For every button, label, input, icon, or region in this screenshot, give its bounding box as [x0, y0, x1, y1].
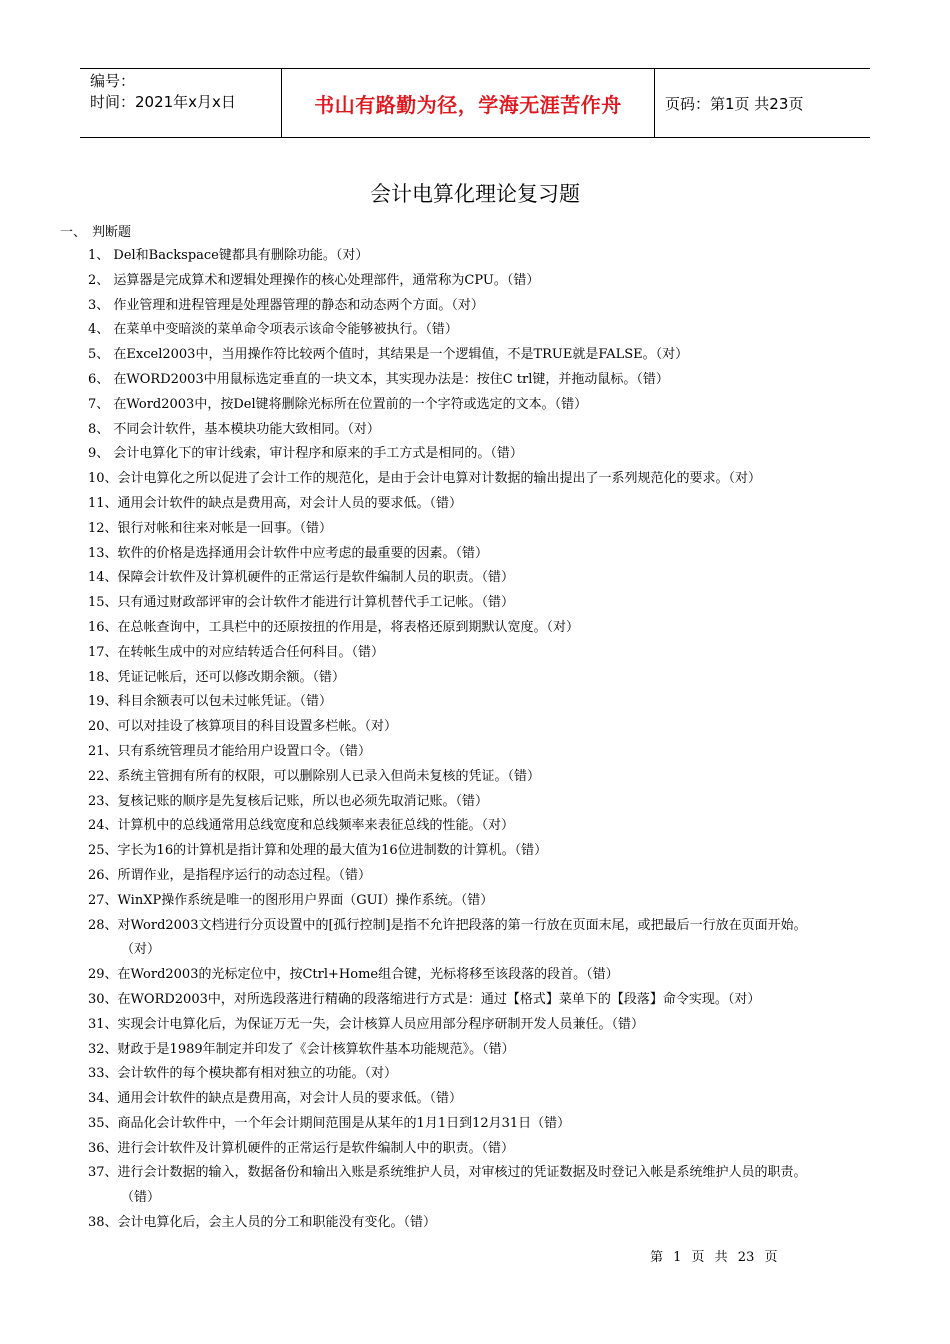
- question-number: 14、: [88, 570, 118, 586]
- question-text: 进行会计软件及计算机硬件的正常运行是软件编制人中的职责。（错）: [117, 1140, 515, 1156]
- question-number: 38、: [88, 1215, 118, 1231]
- question-answer-continued: （对）: [121, 942, 161, 958]
- question-item: [88, 244, 888, 269]
- question-text: 软件的价格是选择通用会计软件中应考虑的最重要的因素。（错）: [117, 545, 489, 561]
- question-text: 会计电算化之所以促进了会计工作的规范化，是由于会计电算对计数据的输出提出了一系列规范化的要求。（对）: [117, 471, 762, 487]
- question-item: [88, 914, 888, 964]
- question-number: 17、: [88, 644, 118, 660]
- question-item: [88, 566, 888, 591]
- question-item: [88, 591, 888, 616]
- question-item: [88, 740, 888, 765]
- question-number: 22、: [88, 768, 118, 784]
- question-number: 6、: [88, 371, 114, 387]
- question-item: [88, 864, 888, 889]
- question-item: [88, 616, 888, 641]
- question-item: [88, 889, 888, 914]
- question-text: 可以对挂设了核算项目的科目设置多栏帐。（对）: [117, 719, 398, 735]
- question-text: 复核记账的顺序是先复核后记账，所以也必须先取消记账。（错）: [117, 793, 489, 809]
- question-number: 16、: [88, 619, 118, 635]
- question-item: [88, 492, 888, 517]
- question-text: 系统主管拥有所有的权限，可以删除别人已录入但尚未复核的凭证。（错）: [117, 768, 541, 784]
- question-text: 在Excel2003中，当用操作符比较两个值时，其结果是一个逻辑值，不是TRUE就是FALSE。（对）: [113, 347, 689, 363]
- question-number: 27、: [88, 892, 118, 908]
- question-number: 28、: [88, 917, 118, 933]
- question-text: 在转帐生成中的对应结转适合任何科目。（错）: [117, 644, 385, 660]
- question-number: 19、: [88, 694, 118, 710]
- question-number: 7、: [88, 396, 114, 412]
- question-text: 作业管理和进程管理是处理器管理的静态和动态两个方面。（对）: [113, 297, 484, 313]
- question-item: [88, 467, 888, 492]
- question-number: 1、: [88, 248, 114, 263]
- section-number: 一、: [60, 225, 87, 240]
- question-item: [88, 690, 888, 715]
- question-text: 科目余额表可以包未过帐凭证。（错）: [117, 694, 333, 710]
- question-item: [88, 790, 888, 815]
- question-text: 在WORD2003中，对所选段落进行精确的段落缩进行方式是：通过【格式】菜单下的【段落】命令实现。（对）: [117, 991, 761, 1007]
- question-number: 4、: [88, 322, 114, 338]
- question-text: 商品化会计软件中，一个年会计期间范围是从某年的1月1日到12月31日（错）: [117, 1115, 571, 1131]
- question-text: 在Word2003中，按Del键将删除光标所在位置前的一个字符或选定的文本。（错）: [113, 396, 588, 412]
- question-text: 实现会计电算化后，为保证万无一失，会计核算人员应用部分程序研制开发人员兼任。（错）: [117, 1016, 645, 1032]
- question-text: 在菜单中变暗淡的菜单命令项表示该命令能够被执行。（错）: [113, 322, 458, 338]
- question-text: 在WORD2003中用鼠标选定垂直的一块文本，其实现办法是：按住C trl键，并拖动鼠标。（错）: [113, 371, 669, 387]
- number-label: 编号：: [90, 72, 136, 90]
- question-item: [88, 393, 888, 418]
- question-text: 对Word2003文档进行分页设置中的[孤行控制]是指不允许把段落的第一行放在页面末尾，或把最后一行放在页面开始。: [117, 917, 807, 933]
- page-header: [80, 68, 870, 138]
- question-text: 运算器是完成算术和逻辑处理操作的核心处理部件，通常称为CPU。（错）: [113, 272, 540, 288]
- question-number: 10、: [88, 471, 118, 487]
- question-text: 只有系统管理员才能给用户设置口令。（错）: [117, 743, 372, 759]
- question-text: 通用会计软件的缺点是费用高，对会计人员的要求低。（错）: [117, 495, 463, 511]
- question-text: 不同会计软件，基本模块功能大致相同。（对）: [113, 421, 380, 437]
- question-text: 字长为16的计算机是指计算和处理的最大值为16位进制数的计算机。（错）: [117, 843, 548, 859]
- question-text: 财政于是1989年制定并印发了《会计核算软件基本功能规范》。（错）: [117, 1041, 515, 1057]
- time-label: 时间：2021年x月x日: [90, 93, 236, 111]
- question-item: [88, 765, 888, 790]
- question-number: 25、: [88, 843, 118, 859]
- question-text: 会计电算化下的审计线索，审计程序和原来的手工方式是相同的。（错）: [113, 446, 523, 462]
- question-number: 37、: [88, 1165, 118, 1181]
- question-text: Del和Backspace键都具有删除功能。（对）: [113, 248, 369, 263]
- question-item: [88, 517, 888, 542]
- question-item: [88, 318, 888, 343]
- document-title: 会计电算化理论复习题: [370, 182, 580, 206]
- question-item: [88, 418, 888, 443]
- question-number: 20、: [88, 719, 118, 735]
- question-item: [88, 1112, 888, 1137]
- question-item: [88, 343, 888, 368]
- question-text: 在总帐查询中，工具栏中的还原按扭的作用是，将表格还原到期默认宽度。（对）: [117, 619, 580, 635]
- question-number: 8、: [88, 421, 114, 437]
- question-number: 13、: [88, 545, 118, 561]
- question-number: 11、: [88, 495, 118, 511]
- question-number: 32、: [88, 1041, 118, 1057]
- question-number: 24、: [88, 818, 118, 834]
- question-number: 36、: [88, 1140, 118, 1156]
- question-text: 凭证记帐后，还可以修改期余额。（错）: [117, 669, 346, 685]
- question-item: [88, 1038, 888, 1063]
- question-answer-continued: （错）: [121, 1190, 161, 1206]
- question-item: [88, 963, 888, 988]
- question-number: 21、: [88, 743, 118, 759]
- question-text: 保障会计软件及计算机硬件的正常运行是软件编制人员的职责。（错）: [117, 570, 515, 586]
- section-label: 判断题: [92, 225, 132, 240]
- question-item: [88, 641, 888, 666]
- question-number: 30、: [88, 991, 118, 1007]
- question-text: 所谓作业，是指程序运行的动态过程。（错）: [117, 867, 372, 883]
- question-item: [88, 814, 888, 839]
- question-item: [88, 1161, 888, 1211]
- question-item: [88, 1137, 888, 1162]
- question-item: [88, 294, 888, 319]
- question-text: 进行会计数据的输入，数据备份和输出入账是系统维护人员，对审核过的凭证数据及时登记入帐是系统维护人员的职责。: [117, 1165, 807, 1181]
- question-item: [88, 542, 888, 567]
- question-number: 26、: [88, 867, 118, 883]
- question-number: 31、: [88, 1016, 118, 1032]
- question-number: 3、: [88, 297, 114, 313]
- question-number: 12、: [88, 520, 118, 536]
- header-motto: 书山有路勤为径，学海无涯苦作舟: [282, 69, 655, 137]
- question-item: [88, 1013, 888, 1038]
- question-item: [88, 1087, 888, 1112]
- question-text: 银行对帐和往来对帐是一回事。（错）: [117, 520, 333, 536]
- question-number: 33、: [88, 1066, 118, 1082]
- question-item: [88, 442, 888, 467]
- question-text: 通用会计软件的缺点是费用高，对会计人员的要求低。（错）: [117, 1091, 463, 1107]
- question-number: 23、: [88, 793, 118, 809]
- question-list: [88, 244, 888, 1236]
- question-number: 35、: [88, 1115, 118, 1131]
- section-heading: [60, 221, 131, 240]
- question-text: WinXP操作系统是唯一的图形用户界面（GUI）操作系统。（错）: [117, 892, 494, 908]
- question-text: 会计软件的每个模块都有相对独立的功能。（对）: [117, 1066, 398, 1082]
- question-number: 18、: [88, 669, 118, 685]
- question-number: 9、: [88, 446, 114, 462]
- question-number: 5、: [88, 347, 114, 363]
- question-text: 在Word2003的光标定位中，按Ctrl+Home组合键，光标将移至该段落的段首。（错）: [117, 967, 619, 983]
- question-item: [88, 666, 888, 691]
- question-number: 29、: [88, 967, 118, 983]
- question-item: [88, 1211, 888, 1236]
- question-item: [88, 839, 888, 864]
- question-item: [88, 368, 888, 393]
- question-item: [88, 269, 888, 294]
- question-number: 15、: [88, 595, 118, 611]
- header-page-label: 页码：第1页 共23页: [665, 94, 804, 113]
- header-left: [80, 69, 282, 137]
- question-item: [88, 715, 888, 740]
- question-text: 只有通过财政部评审的会计软件才能进行计算机替代手工记帐。（错）: [117, 595, 515, 611]
- page-footer: 第 1 页 共 23 页: [650, 1250, 778, 1265]
- question-item: [88, 1062, 888, 1087]
- question-text: 计算机中的总线通常用总线宽度和总线频率来表征总线的性能。（对）: [117, 818, 515, 834]
- question-item: [88, 988, 888, 1013]
- question-number: 34、: [88, 1091, 118, 1107]
- question-number: 2、: [88, 272, 114, 288]
- question-text: 会计电算化后，会主人员的分工和职能没有变化。（错）: [117, 1215, 437, 1231]
